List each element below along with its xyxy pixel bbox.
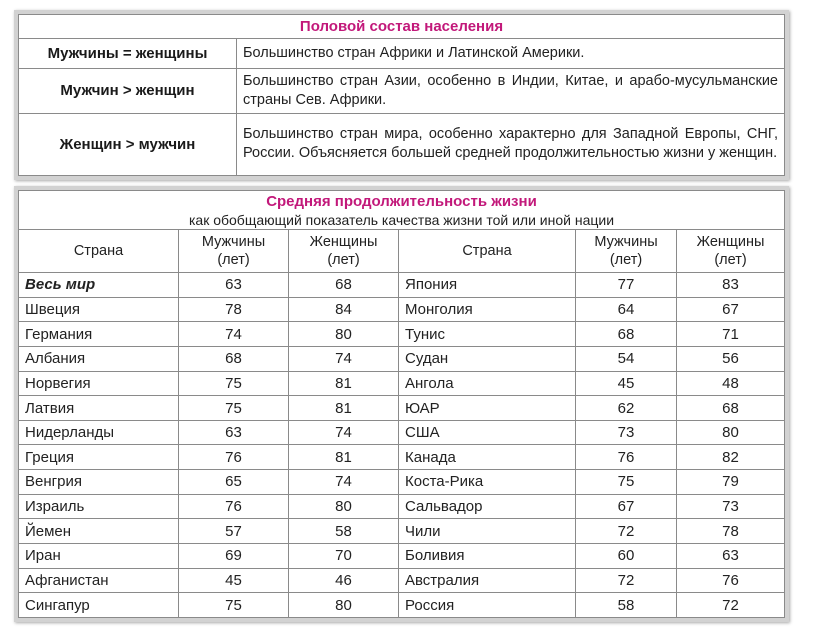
country-cell: ЮАР bbox=[399, 396, 576, 421]
life-expectancy-table bbox=[18, 190, 785, 618]
table-row bbox=[19, 420, 785, 445]
sex-row-desc: Большинство стран Африки и Латинской Америки. bbox=[237, 39, 785, 69]
women-value-cell: 58 bbox=[289, 519, 399, 544]
women-value-cell: 71 bbox=[677, 322, 785, 347]
sex-row-desc: Большинство стран мира, особенно характерно для Западной Европы, СНГ, России. Объясняется большей средней продолжительностью жизни у женщин. bbox=[237, 113, 785, 175]
table-row bbox=[19, 273, 785, 298]
men-value-cell: 78 bbox=[179, 297, 289, 322]
men-value-cell: 76 bbox=[179, 445, 289, 470]
table-row bbox=[19, 39, 785, 69]
women-value-cell: 68 bbox=[677, 396, 785, 421]
men-value-cell: 74 bbox=[179, 322, 289, 347]
country-cell: Греция bbox=[19, 445, 179, 470]
women-value-cell: 81 bbox=[289, 371, 399, 396]
country-cell: Йемен bbox=[19, 519, 179, 544]
header-women: Женщины (лет) bbox=[677, 229, 785, 272]
header-men: Мужчины (лет) bbox=[179, 229, 289, 272]
women-value-cell: 72 bbox=[677, 593, 785, 618]
sex-row-label: Мужчины = женщины bbox=[19, 39, 237, 69]
women-value-cell: 78 bbox=[677, 519, 785, 544]
men-value-cell: 72 bbox=[576, 568, 677, 593]
men-value-cell: 72 bbox=[576, 519, 677, 544]
table-row bbox=[19, 396, 785, 421]
women-value-cell: 74 bbox=[289, 346, 399, 371]
table-row bbox=[19, 371, 785, 396]
table-row bbox=[19, 543, 785, 568]
women-value-cell: 80 bbox=[289, 593, 399, 618]
women-value-cell: 76 bbox=[677, 568, 785, 593]
men-value-cell: 75 bbox=[576, 470, 677, 495]
women-value-cell: 83 bbox=[677, 273, 785, 298]
men-value-cell: 65 bbox=[179, 470, 289, 495]
women-value-cell: 84 bbox=[289, 297, 399, 322]
country-cell: Албания bbox=[19, 346, 179, 371]
women-value-cell: 67 bbox=[677, 297, 785, 322]
country-cell: Нидерланды bbox=[19, 420, 179, 445]
table-row bbox=[19, 593, 785, 618]
men-value-cell: 60 bbox=[576, 543, 677, 568]
women-value-cell: 80 bbox=[289, 494, 399, 519]
men-value-cell: 68 bbox=[576, 322, 677, 347]
country-cell: Норвегия bbox=[19, 371, 179, 396]
women-value-cell: 81 bbox=[289, 396, 399, 421]
header-row bbox=[19, 229, 785, 272]
country-cell: Афганистан bbox=[19, 568, 179, 593]
men-value-cell: 62 bbox=[576, 396, 677, 421]
country-cell: Россия bbox=[399, 593, 576, 618]
table-row bbox=[19, 346, 785, 371]
women-value-cell: 82 bbox=[677, 445, 785, 470]
men-value-cell: 45 bbox=[179, 568, 289, 593]
country-cell: Монголия bbox=[399, 297, 576, 322]
men-value-cell: 76 bbox=[179, 494, 289, 519]
table-row bbox=[19, 519, 785, 544]
country-cell: Сальвадор bbox=[399, 494, 576, 519]
header-women: Женщины (лет) bbox=[289, 229, 399, 272]
men-value-cell: 75 bbox=[179, 396, 289, 421]
country-cell: Боливия bbox=[399, 543, 576, 568]
life-expectancy-title: Средняя продолжительность жизни bbox=[19, 191, 785, 212]
country-cell: Ангола bbox=[399, 371, 576, 396]
men-value-cell: 69 bbox=[179, 543, 289, 568]
table-row bbox=[19, 568, 785, 593]
women-value-cell: 73 bbox=[677, 494, 785, 519]
table-row bbox=[19, 69, 785, 113]
men-value-cell: 58 bbox=[576, 593, 677, 618]
country-cell: Швеция bbox=[19, 297, 179, 322]
country-cell: Коста-Рика bbox=[399, 470, 576, 495]
women-value-cell: 68 bbox=[289, 273, 399, 298]
men-value-cell: 63 bbox=[179, 420, 289, 445]
life-expectancy-subtitle: как обобщающий показатель качества жизни той или иной нации bbox=[19, 211, 785, 229]
life-expectancy-panel bbox=[14, 186, 789, 622]
men-value-cell: 68 bbox=[179, 346, 289, 371]
table-row bbox=[19, 297, 785, 322]
country-cell: США bbox=[399, 420, 576, 445]
country-cell: Чили bbox=[399, 519, 576, 544]
table-row bbox=[19, 470, 785, 495]
country-cell: Австралия bbox=[399, 568, 576, 593]
country-cell: Сингапур bbox=[19, 593, 179, 618]
header-men: Мужчины (лет) bbox=[576, 229, 677, 272]
header-country: Страна bbox=[399, 229, 576, 272]
men-value-cell: 54 bbox=[576, 346, 677, 371]
women-value-cell: 46 bbox=[289, 568, 399, 593]
sex-composition-title: Половой состав населения bbox=[19, 15, 785, 39]
men-value-cell: 75 bbox=[179, 371, 289, 396]
men-value-cell: 57 bbox=[179, 519, 289, 544]
women-value-cell: 79 bbox=[677, 470, 785, 495]
sex-composition-panel bbox=[14, 10, 789, 180]
country-cell: Весь мир bbox=[19, 273, 179, 298]
table-row bbox=[19, 494, 785, 519]
table-row bbox=[19, 113, 785, 175]
table-row bbox=[19, 322, 785, 347]
sex-row-desc: Большинство стран Азии, особенно в Индии, Китае, и арабо-мусульманские страны Сев. Африки. bbox=[237, 69, 785, 113]
women-value-cell: 80 bbox=[289, 322, 399, 347]
country-cell: Иран bbox=[19, 543, 179, 568]
country-cell: Судан bbox=[399, 346, 576, 371]
men-value-cell: 73 bbox=[576, 420, 677, 445]
women-value-cell: 48 bbox=[677, 371, 785, 396]
country-cell: Израиль bbox=[19, 494, 179, 519]
country-cell: Венгрия bbox=[19, 470, 179, 495]
men-value-cell: 75 bbox=[179, 593, 289, 618]
men-value-cell: 76 bbox=[576, 445, 677, 470]
women-value-cell: 63 bbox=[677, 543, 785, 568]
country-cell: Япония bbox=[399, 273, 576, 298]
table-row bbox=[19, 445, 785, 470]
sex-composition-table bbox=[18, 14, 785, 176]
women-value-cell: 74 bbox=[289, 470, 399, 495]
country-cell: Германия bbox=[19, 322, 179, 347]
country-cell: Латвия bbox=[19, 396, 179, 421]
sex-row-label: Женщин > мужчин bbox=[19, 113, 237, 175]
header-country: Страна bbox=[19, 229, 179, 272]
country-cell: Тунис bbox=[399, 322, 576, 347]
women-value-cell: 81 bbox=[289, 445, 399, 470]
men-value-cell: 77 bbox=[576, 273, 677, 298]
women-value-cell: 56 bbox=[677, 346, 785, 371]
men-value-cell: 63 bbox=[179, 273, 289, 298]
sex-row-label: Мужчин > женщин bbox=[19, 69, 237, 113]
men-value-cell: 45 bbox=[576, 371, 677, 396]
women-value-cell: 70 bbox=[289, 543, 399, 568]
men-value-cell: 67 bbox=[576, 494, 677, 519]
women-value-cell: 80 bbox=[677, 420, 785, 445]
women-value-cell: 74 bbox=[289, 420, 399, 445]
country-cell: Канада bbox=[399, 445, 576, 470]
men-value-cell: 64 bbox=[576, 297, 677, 322]
